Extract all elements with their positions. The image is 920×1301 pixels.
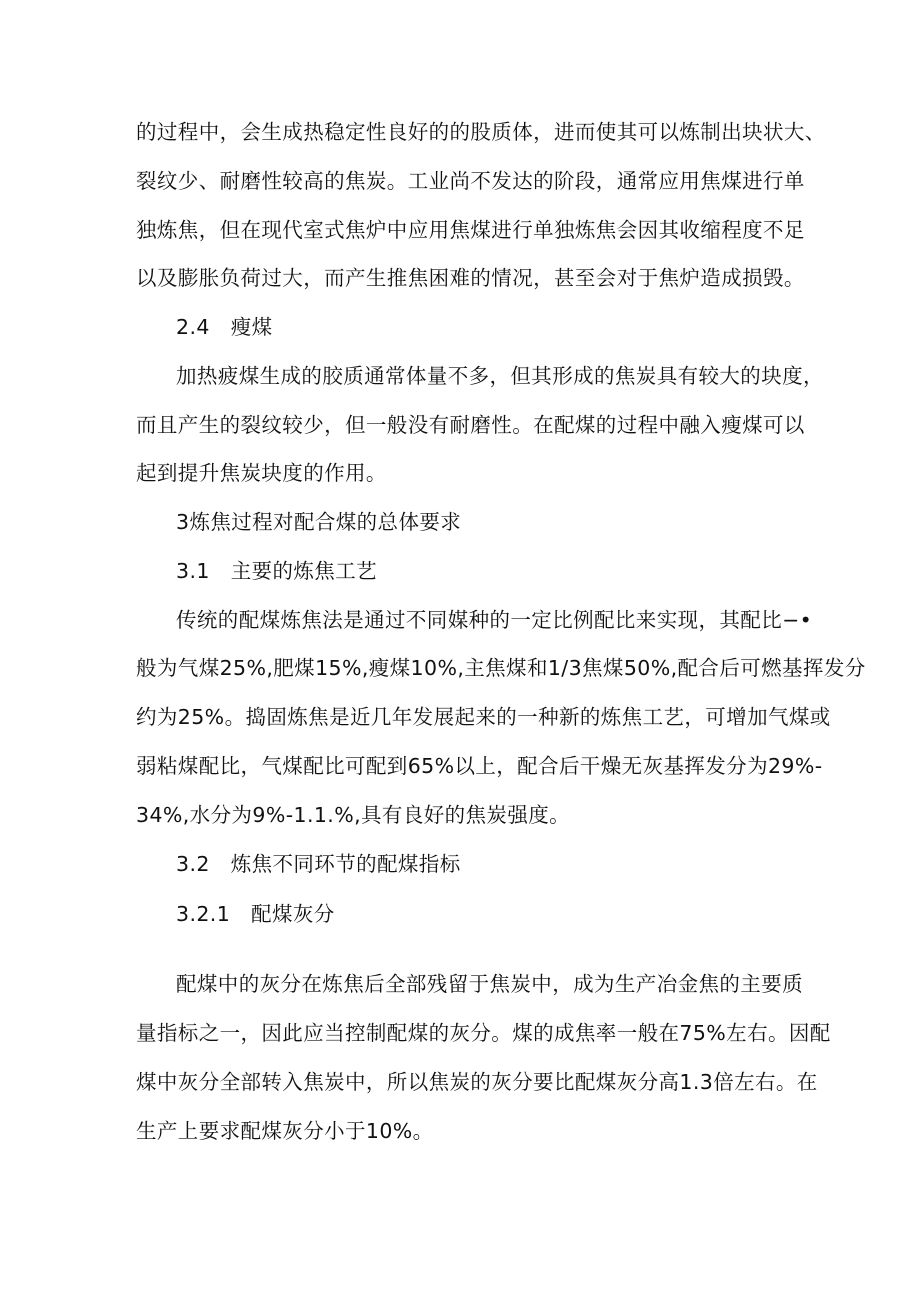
- paragraph-line: 般为气煤25%,肥煤15%,瘦煤10%,主焦煤和1/3焦煤50%,配合后可燃基挥发分: [136, 656, 866, 680]
- paragraph-line: 约为25%。捣固炼焦是近几年发展起来的一种新的炼焦工艺，可增加气煤或: [136, 705, 831, 729]
- paragraph-line: 34%,水分为9%-1.1.%,具有良好的焦炭强度。: [136, 803, 571, 827]
- paragraph-line: 加热疲煤生成的胶质通常体量不多，但其形成的焦炭具有较大的块度，: [176, 364, 824, 388]
- section-heading: 3.1 主要的炼焦工艺: [176, 559, 378, 583]
- paragraph-line: 弱粘煤配比，气煤配比可配到65%以上，配合后干燥无灰基挥发分为29%-: [136, 754, 823, 778]
- paragraph-line: 以及膨胀负荷过大，而产生推焦困难的情况，甚至会对于焦炉造成损毁。: [136, 266, 805, 290]
- paragraph-line: 煤中灰分全部转入焦炭中，所以焦炭的灰分要比配煤灰分高1.3倍左右。在: [136, 1070, 818, 1094]
- paragraph-line: 而且产生的裂纹较少，但一般没有耐磨性。在配煤的过程中融入瘦煤可以: [136, 413, 805, 437]
- paragraph-line: 配煤中的灰分在炼焦后全部残留于焦炭中，成为生产冶金焦的主要质: [176, 972, 803, 996]
- paragraph-line: 传统的配煤炼焦法是通过不同媒种的一定比例配比来实现，其配比−•: [176, 608, 813, 632]
- paragraph-line: 生产上要求配煤灰分小于10%。: [136, 1119, 434, 1143]
- section-heading: 3炼焦过程对配合煤的总体要求: [176, 510, 462, 534]
- paragraph-line: 裂纹少、耐磨性较高的焦炭。工业尚不发达的阶段，通常应用焦煤进行单: [136, 169, 805, 193]
- section-heading: 2.4 瘦煤: [176, 315, 273, 339]
- paragraph-line: 起到提升焦炭块度的作用。: [136, 461, 387, 485]
- paragraph-line: 独炼焦，但在现代室式焦炉中应用焦煤进行单独炼焦会因其收缩程度不足: [136, 218, 805, 242]
- paragraph-line: 的过程中，会生成热稳定性良好的的股质体，进而使其可以炼制出块状大、: [136, 120, 826, 144]
- section-heading: 3.2.1 配煤灰分: [176, 902, 335, 926]
- section-heading: 3.2 炼焦不同环节的配煤指标: [176, 852, 461, 876]
- paragraph-line: 量指标之一，因此应当控制配煤的灰分。煤的成焦率一般在75%左右。因配: [136, 1021, 831, 1045]
